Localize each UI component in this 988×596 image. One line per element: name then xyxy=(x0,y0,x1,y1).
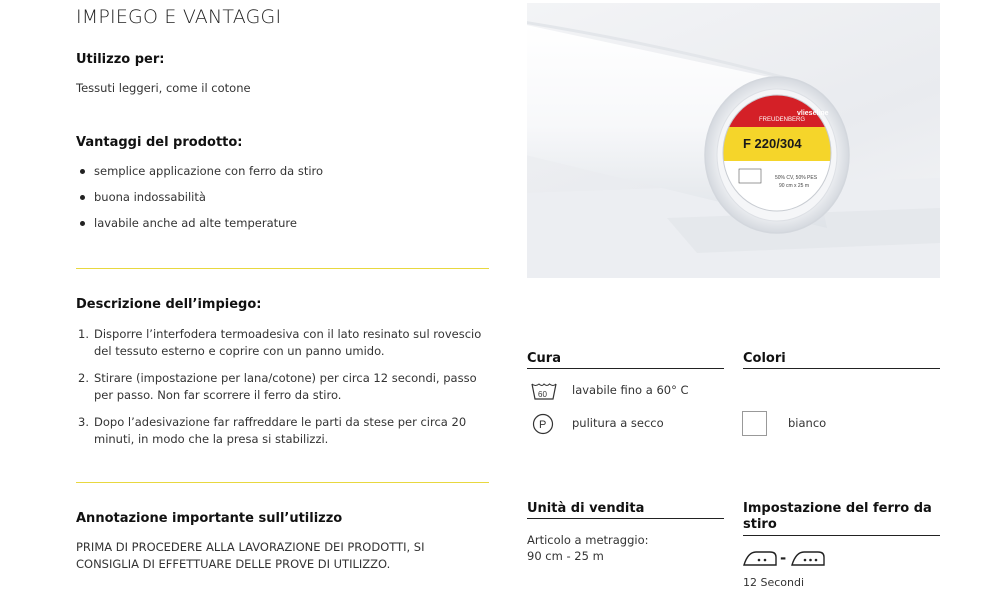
list-item xyxy=(76,326,488,360)
color-label: bianco xyxy=(788,416,827,430)
iron-heading: Impostazione del ferro da stiro xyxy=(743,501,940,536)
dry-clean-p-icon xyxy=(532,413,554,435)
list-item xyxy=(76,414,488,448)
care-heading: Cura xyxy=(527,351,724,369)
list-item: semplice applicazione con ferro da stiro xyxy=(76,163,323,189)
iron-separator: - xyxy=(780,549,787,567)
care-wash-text: lavabile fino a 60° C xyxy=(572,383,689,397)
step-text: Dopo l’adesivazione far raffreddare le parti da stese per circa 20 minuti, in modo che la presa si stabilizzi. xyxy=(94,415,467,446)
iron-time-text: 12 Secondi xyxy=(743,576,805,589)
page-title: IMPIEGO E VANTAGGI xyxy=(76,6,282,28)
advantages-heading: Vantaggi del prodotto: xyxy=(76,135,243,150)
label-code: F 220/304 xyxy=(743,136,802,151)
label-size: 90 cm x 25 m xyxy=(779,183,810,189)
step-number: 2. xyxy=(78,371,89,385)
sales-unit-line2: 90 cm - 25 m xyxy=(527,549,604,563)
step-text: Disporre l’interfodera termoadesiva con il lato resinato sul rovescio del tessuto esterno e coprire con un panno umido. xyxy=(94,327,482,358)
wash-temp: 60 xyxy=(538,390,547,399)
iron-three-dots-icon xyxy=(790,548,826,568)
label-composition: 50% CV, 50% PES xyxy=(775,175,818,181)
application-heading: Descrizione dell’impiego: xyxy=(76,297,262,312)
step-number: 3. xyxy=(78,415,89,429)
advantages-list xyxy=(76,163,323,241)
label-brand: vlieseline xyxy=(797,110,829,117)
sales-unit-heading: Unità di vendita xyxy=(527,501,724,519)
colors-heading: Colori xyxy=(743,351,940,369)
usage-text: Tessuti leggeri, come il cotone xyxy=(76,81,251,95)
note-text: PRIMA DI PROCEDERE ALLA LAVORAZIONE DEI PRODOTTI, SI CONSIGLIA DI EFFETTUARE DELLE PROVE DI UTILIZZO. xyxy=(76,540,425,571)
list-item xyxy=(76,370,488,404)
step-text: Stirare (impostazione per lana/cotone) per circa 12 secondi, passo per passo. Non far scorrere il ferro da stiro. xyxy=(94,371,477,402)
wash-60-icon xyxy=(531,381,557,401)
dry-clean-letter: P xyxy=(539,419,547,431)
product-image xyxy=(527,3,940,278)
usage-heading: Utilizzo per: xyxy=(76,52,165,67)
care-dryclean-text: pulitura a secco xyxy=(572,416,664,430)
label-brand-small: FREUDENBERG xyxy=(759,117,806,123)
section-divider xyxy=(76,482,489,483)
application-steps xyxy=(76,326,488,458)
color-swatch-white xyxy=(742,411,767,436)
sales-unit-line1: Articolo a metraggio: xyxy=(527,533,649,547)
note-heading: Annotazione importante sull’utilizzo xyxy=(76,511,343,526)
list-item: buona indossabilità xyxy=(76,189,323,215)
step-number: 1. xyxy=(78,327,89,341)
interfacing-roll-illustration xyxy=(527,3,940,278)
section-divider xyxy=(76,268,489,269)
iron-two-dots-icon xyxy=(742,548,778,568)
list-item: lavabile anche ad alte temperature xyxy=(76,215,323,241)
